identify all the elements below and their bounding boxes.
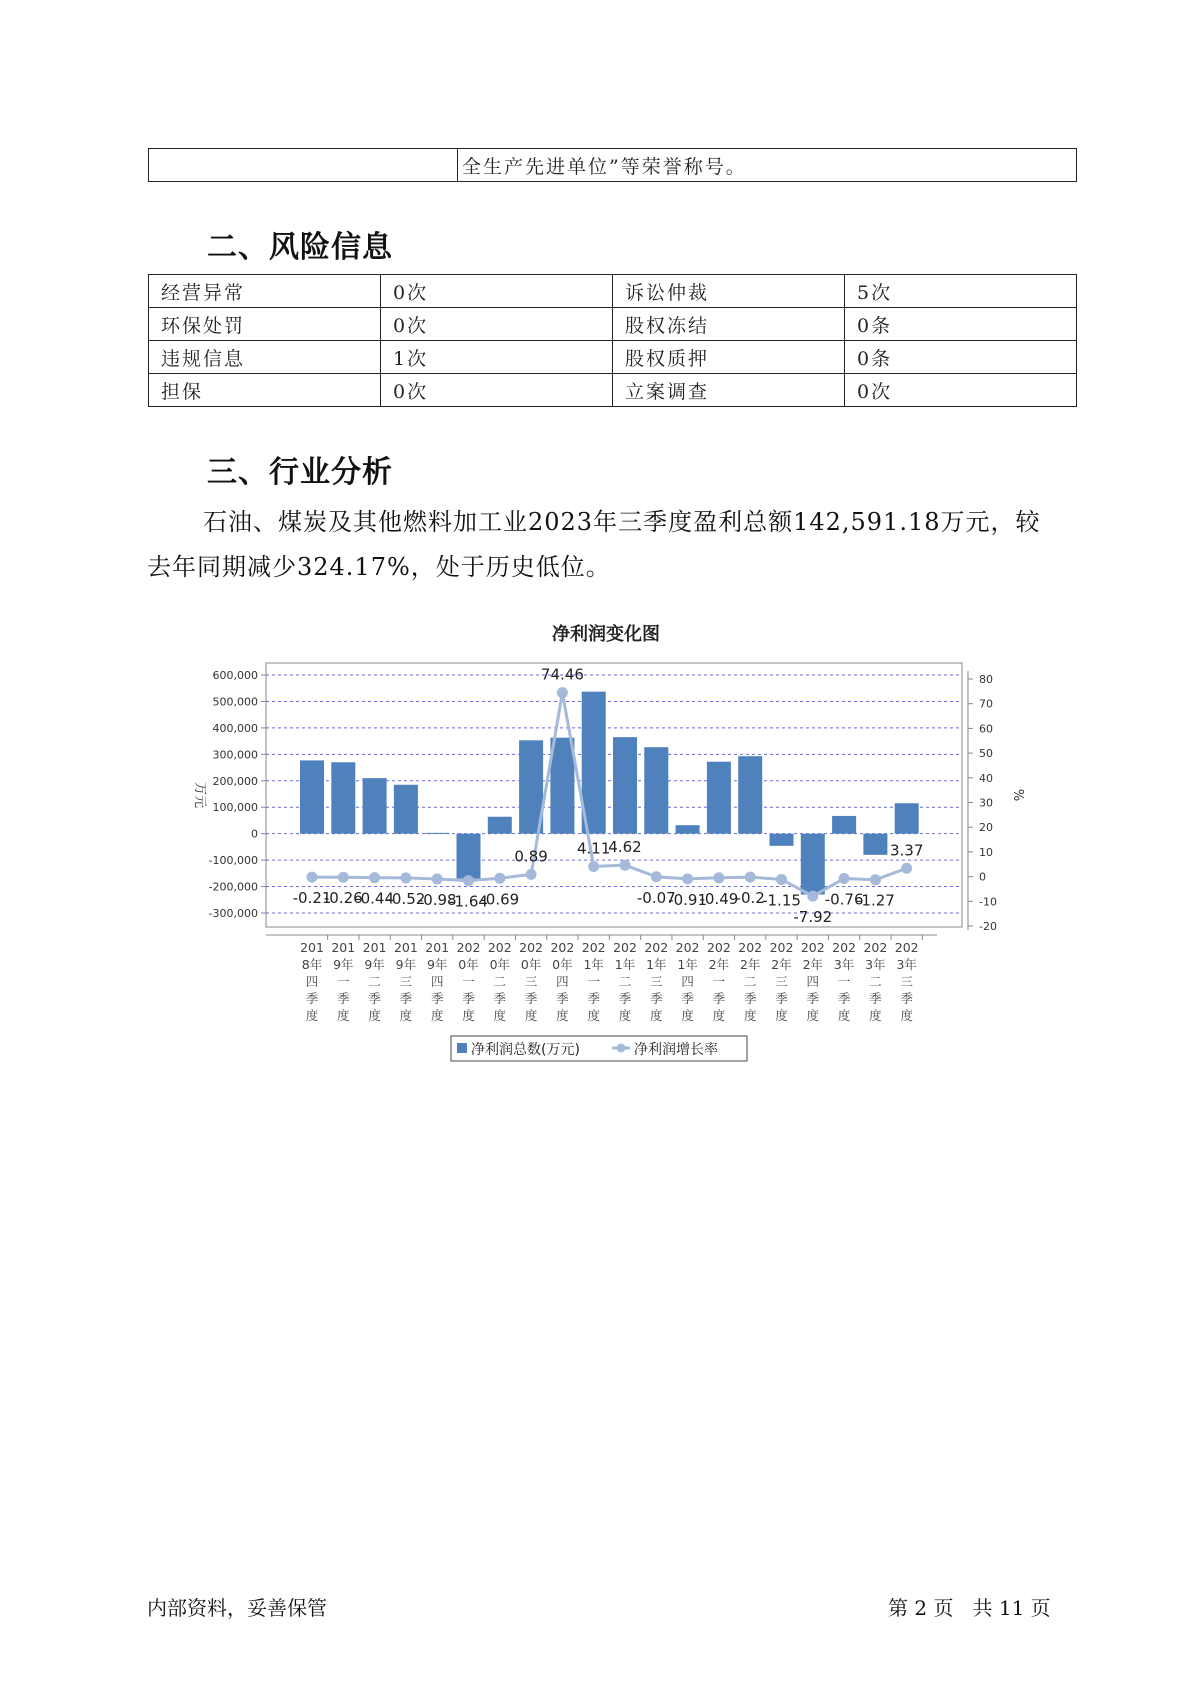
bar	[331, 762, 355, 833]
bar	[738, 756, 762, 833]
section-title-risk: 二、风险信息	[207, 230, 393, 265]
growth-point	[776, 874, 787, 885]
y-axis-title: 万元	[192, 781, 207, 809]
bar	[707, 762, 731, 834]
data-label: 3.37	[889, 841, 924, 860]
y2-tick-label: 20	[979, 821, 993, 835]
x-tick-label: 202 1年一季度	[581, 940, 606, 1023]
x-tick-label: 202 2年三季度	[769, 940, 794, 1023]
x-tick-label: 202 0年一季度	[456, 940, 481, 1023]
growth-point	[400, 872, 411, 883]
y-tick-label: -200,000	[208, 880, 258, 894]
growth-point	[557, 687, 568, 698]
y2-tick-label: 0	[979, 870, 986, 884]
y2-tick-label: -20	[979, 920, 997, 933]
y-tick-label: -100,000	[208, 854, 258, 868]
growth-point	[620, 860, 631, 871]
bar	[394, 785, 418, 834]
x-tick-label: 202 2年二季度	[738, 940, 763, 1023]
growth-point	[494, 873, 505, 884]
data-label: -1.27	[855, 891, 895, 910]
growth-point	[526, 869, 537, 880]
growth-point	[307, 872, 318, 883]
risk-label: 诉讼仲裁	[613, 275, 845, 308]
bar	[488, 817, 512, 834]
growth-point	[463, 875, 474, 886]
legend-bar-label: 净利润总数(万元)	[471, 1042, 580, 1058]
industry-paragraph-text: 石油、煤炭及其他燃料加工业2023年三季度盈利总额142,591.18万元，较去年同期减少324.17%，处于历史低位。	[147, 508, 1041, 581]
data-label: -0.07	[636, 888, 676, 907]
x-tick-label: 202 3年一季度	[832, 940, 857, 1023]
data-label: -0.49	[699, 889, 739, 908]
data-label: 0.89	[514, 847, 548, 866]
risk-value: 0条	[845, 341, 1077, 374]
data-label: -0.91	[668, 890, 708, 909]
risk-label: 违规信息	[149, 341, 381, 374]
risk-value: 0次	[381, 275, 613, 308]
bar	[613, 737, 637, 834]
risk-label: 环保处罚	[149, 308, 381, 341]
x-tick-label: 202 1年四季度	[675, 940, 700, 1023]
legend-line-marker	[617, 1044, 626, 1053]
x-tick-label: 202 0年四季度	[550, 940, 575, 1023]
risk-value: 5次	[845, 275, 1077, 308]
growth-point	[901, 863, 912, 874]
x-tick-label: 202 3年二季度	[863, 940, 888, 1023]
growth-point	[369, 872, 380, 883]
growth-point	[432, 874, 443, 885]
risk-value: 1次	[381, 341, 613, 374]
y-tick-label: 100,000	[212, 801, 258, 815]
section-title-industry: 三、行业分析	[207, 455, 393, 490]
page-number: 第 2 页 共 11 页	[888, 1596, 1051, 1620]
growth-point	[745, 872, 756, 883]
y2-tick-label: 50	[979, 747, 993, 761]
footer-note: 内部资料，妥善保管	[147, 1596, 327, 1620]
growth-point	[870, 874, 881, 885]
legend-bar-swatch	[457, 1043, 467, 1053]
legend-line-label: 净利润增长率	[634, 1042, 718, 1058]
y2-tick-label: 10	[979, 845, 993, 859]
x-tick-label: 201 9年四季度	[425, 940, 450, 1023]
data-label: -0.52	[386, 889, 426, 908]
y2-tick-label: 60	[979, 722, 993, 736]
growth-point	[588, 861, 599, 872]
y2-tick-label: 30	[979, 796, 993, 810]
data-label: -7.92	[793, 908, 833, 927]
y-tick-label: 400,000	[212, 721, 258, 735]
x-tick-label: 202 2年一季度	[706, 940, 731, 1023]
bar	[895, 803, 919, 833]
y-tick-label: 500,000	[212, 695, 258, 709]
bar	[363, 778, 387, 834]
risk-value: 0条	[845, 308, 1077, 341]
data-label: 74.46	[540, 665, 584, 684]
x-tick-label: 202 1年三季度	[644, 940, 669, 1023]
y2-tick-label: -10	[979, 895, 997, 909]
growth-point	[807, 891, 818, 902]
y-tick-label: 200,000	[212, 774, 258, 788]
bar	[676, 825, 700, 833]
data-label: -0.69	[480, 890, 520, 909]
growth-point	[682, 873, 693, 884]
risk-label: 立案调查	[613, 374, 845, 407]
x-tick-label: 202 2年四季度	[800, 940, 825, 1023]
y2-tick-label: 40	[979, 771, 993, 785]
x-tick-label: 201 9年一季度	[331, 940, 356, 1023]
data-label: 4.62	[608, 838, 642, 857]
y2-tick-label: 70	[979, 697, 993, 711]
honors-value-cell: 全生产先进单位”等荣誉称号。	[458, 149, 1077, 182]
data-label: 4.11	[576, 839, 611, 858]
risk-value: 0次	[845, 374, 1077, 407]
x-tick-label: 202 3年三季度	[894, 940, 919, 1023]
x-tick-label: 201 9年二季度	[362, 940, 387, 1023]
chart-title: 净利润变化图	[552, 624, 660, 645]
data-label: -0.98	[417, 891, 457, 910]
growth-point	[338, 872, 349, 883]
bar	[832, 816, 856, 834]
risk-value: 0次	[381, 308, 613, 341]
growth-point	[839, 873, 850, 884]
data-label: -0.21	[292, 889, 332, 908]
risk-label: 担保	[149, 374, 381, 407]
data-label: -1.64	[449, 892, 488, 911]
data-label: -1.15	[762, 891, 801, 910]
bar	[425, 833, 449, 834]
growth-point	[713, 872, 724, 883]
risk-label: 股权冻结	[613, 308, 845, 341]
bar	[770, 834, 794, 846]
bar	[457, 834, 481, 879]
data-label: -0.76	[824, 890, 864, 909]
x-tick-label: 201 8年四季度	[300, 940, 324, 1023]
data-label: -0.26	[323, 889, 363, 908]
growth-point	[651, 871, 662, 882]
x-tick-label: 201 9年三季度	[393, 940, 418, 1023]
y-tick-label: -300,000	[208, 907, 258, 920]
x-tick-label: 202 0年二季度	[487, 940, 512, 1023]
x-tick-label: 202 0年三季度	[519, 940, 544, 1023]
data-label: -0.44	[355, 889, 395, 908]
data-label: -0.2	[735, 889, 765, 908]
risk-label: 经营异常	[149, 275, 381, 308]
x-tick-label: 202 1年二季度	[613, 940, 637, 1023]
y2-axis-title: %	[1010, 788, 1025, 802]
bar	[863, 834, 887, 855]
bar	[644, 747, 668, 833]
y-tick-label: 300,000	[212, 748, 258, 762]
y-tick-label: 600,000	[212, 669, 258, 682]
bar	[550, 738, 574, 834]
y-tick-label: 0	[251, 827, 258, 841]
bar	[300, 760, 324, 833]
risk-value: 0次	[381, 374, 613, 407]
y2-tick-label: 80	[979, 673, 993, 686]
risk-label: 股权质押	[613, 341, 845, 374]
bar	[801, 834, 825, 895]
